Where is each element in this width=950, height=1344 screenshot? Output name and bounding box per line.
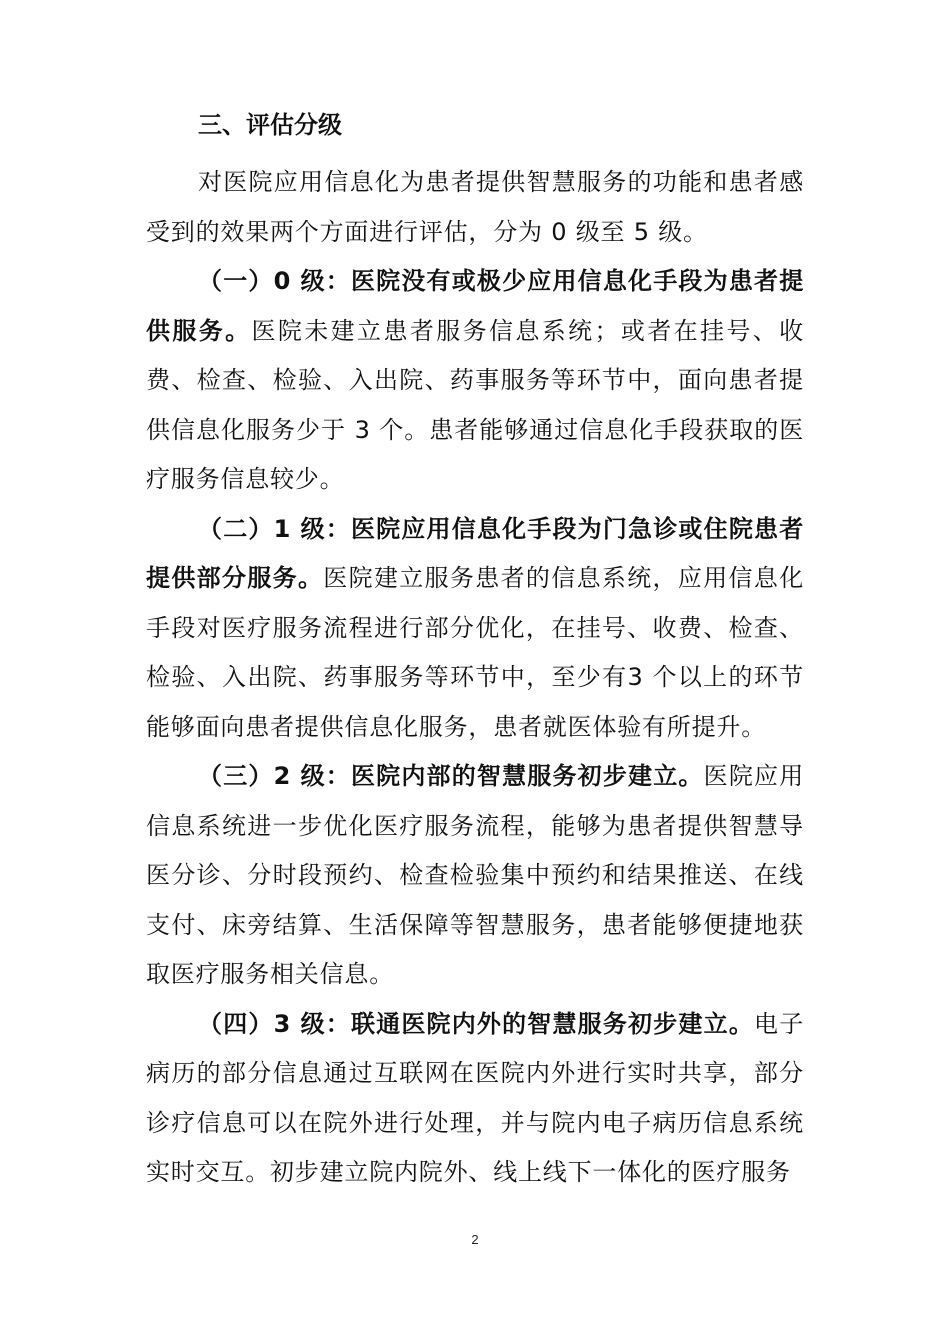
level-3-paragraph xyxy=(146,1000,804,1198)
section-heading: 三、评估分级 xyxy=(198,111,342,139)
level-3-lead: （四）3 级：联通医院内外的智慧服务初步建立。 xyxy=(198,1009,755,1038)
document-body xyxy=(146,108,804,1198)
level-1-lead: （二）1 级：医院应用信息化手段为门急诊或住院患者提供部分服务。 xyxy=(146,514,804,592)
level-0-body: 医院未建立患者服务信息系统；或者在挂号、收费、检查、检验、入出院、药事服务等环节中，面向患者提供信息化服务少于 3 个。患者能够通过信息化手段获取的医疗服务信息较少。 xyxy=(146,316,804,493)
level-1-paragraph xyxy=(146,505,804,753)
intro-paragraph: 对医院应用信息化为患者提供智慧服务的功能和患者感受到的效果两个方面进行评估，分为 0 级至 5 级。 xyxy=(146,168,804,246)
level-0-lead: （一）0 级：医院没有或极少应用信息化手段为患者提供服务。 xyxy=(146,267,804,345)
level-0-paragraph xyxy=(146,257,804,505)
level-1-body: 医院建立服务患者的信息系统，应用信息化手段对医疗服务流程进行部分优化，在挂号、收费、检查、检验、入出院、药事服务等环节中，至少有3 个以上的环节能够面向患者提供信息化服务，患者就医体验有所提升。 xyxy=(146,564,804,741)
level-2-body: 医院应用信息系统进一步优化医疗服务流程，能够为患者提供智慧导医分诊、分时段预约、检查检验集中预约和结果推送、在线支付、床旁结算、生活保障等智慧服务，患者能够便捷地获取医疗服务相关信息。 xyxy=(146,762,804,988)
level-2-paragraph xyxy=(146,752,804,1000)
level-3-body: 电子病历的部分信息通过互联网在医院内外进行实时共享，部分诊疗信息可以在院外进行处理，并与院内电子病历信息系统实时交互。初步建立院内院外、线上线下一体化的医疗服务 xyxy=(146,1009,805,1186)
level-2-lead: （三）2 级：医院内部的智慧服务初步建立。 xyxy=(198,762,704,790)
page-number: 2 xyxy=(471,1232,479,1247)
